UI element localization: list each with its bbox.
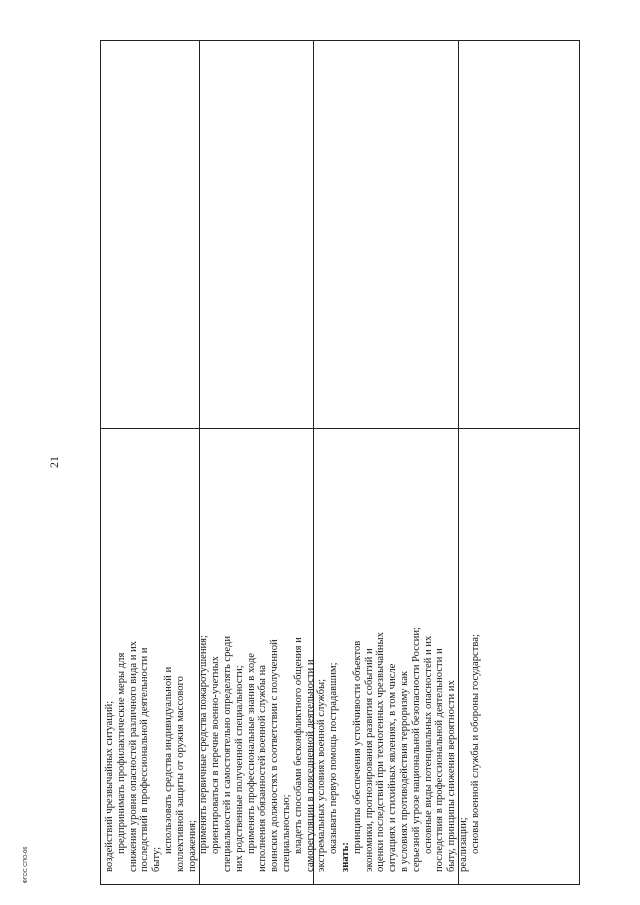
cell-text-line: саморегуляции в повседневной деятельности и [304,659,316,872]
cell-text-line: них родственные полученной специальности; [233,665,245,872]
cell-text-line: воздействий чрезвычайных ситуаций; [104,700,115,872]
rotated-page [100,40,580,885]
cell-text-line: знать: [339,842,351,872]
cell-text-line: применять профессиональные знания в ходе [245,653,257,854]
cell-text-line: быту, принципы снижения вероятности их [446,680,458,872]
cell-text-line: воинских должностях в соответствии с полученной [269,639,281,872]
cell-text-line: поражения; [186,819,198,872]
cell-text-line: коллективной защиты от оружия массового [174,676,186,872]
cell-text-line: последствия в профессиональной деятельности и [434,648,446,872]
cell-text-line: владеть способами бесконфликтного общения и [292,637,304,854]
cell-text-line: основные виды потенциальных опасностей и их [422,635,434,854]
cell-text-line: серьезной угрозе национальной безопасности России; [410,627,422,872]
table-row [458,41,580,884]
footer: ФГОС СПО-06 [23,846,29,884]
cell-text-line: снижения уровня опасностей различного вида и их [127,641,139,872]
cell-text-line: принципы обеспечения устойчивости объектов [351,640,363,854]
cell-text-line: применять первичные средства пожаротушения; [198,635,210,854]
cell-text-line: ориентироваться в перечне военно-учетных [210,656,222,854]
column-divider [101,428,579,429]
cell-text-line: быту; [151,846,163,872]
cell-text-line: в условиях противодействия терроризму как [398,670,410,872]
cell-text-line: специальностью; [280,794,292,872]
cell-text-line: реализации; [457,817,469,872]
table-row [199,41,314,884]
cell-text-line: ситуациях и стихийных явлениях, в том числе [387,663,399,872]
cell-text-line: специальностей и самостоятельно определять среди [221,635,233,872]
table-row [313,41,459,884]
competency-table [100,40,580,885]
cell-text-line: экономики, прогнозирования развития событий и [363,648,375,872]
cell-text-line: предпринимать профилактические меры для [115,652,127,854]
cell-text-line: экстремальных условиях военной службы; [316,678,328,872]
cell-text-line: оценки последствий при техногенных чрезвычайных [375,632,387,872]
cell-text-line: использовать средства индивидуальной и [162,666,174,854]
cell-text-line: основы военной службы и обороны государства; [469,634,481,854]
cell-text-line: исполнения обязанностей военной службы на [257,664,269,872]
page-number: 21 [47,456,61,468]
table-cell-skills-knowledge [104,432,481,872]
cell-text-line: оказывать первую помощь пострадавшим; [328,662,340,854]
cell-text-line: последствий в профессиональной деятельности и [139,647,151,872]
